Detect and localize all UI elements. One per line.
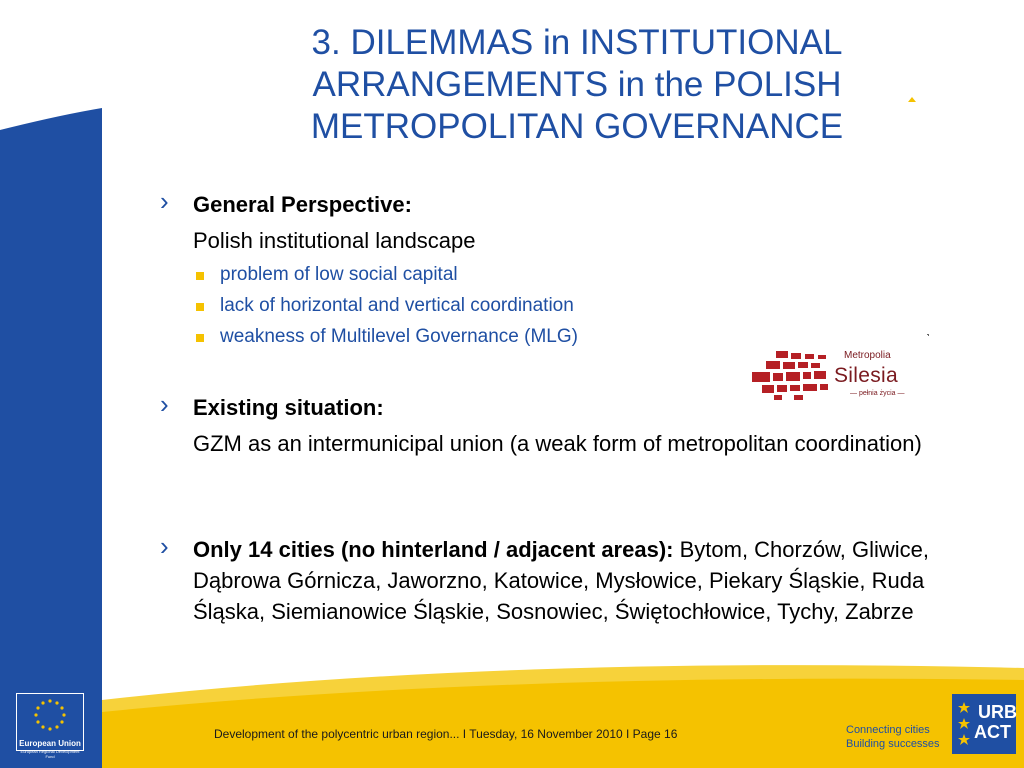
title-line-2: ARRANGEMENTS in the POLISH xyxy=(312,65,842,104)
urbact-tagline-1: Connecting cities xyxy=(846,724,930,736)
bullet-heading: Only 14 cities (no hinterland / adjacent areas): xyxy=(193,537,674,562)
list-item-text: weakness of Multilevel Governance (MLG) xyxy=(220,326,578,347)
silesia-logo-main: Silesia xyxy=(834,364,898,387)
eu-stars-icon xyxy=(17,694,83,734)
slide-footer: Development of the polycentric urban region... I Tuesday, 16 November 2010 I Page 16 xyxy=(214,727,678,741)
list-item-text: problem of low social capital xyxy=(220,264,458,285)
silesia-logo-tag: — pełnia życia — xyxy=(850,390,905,397)
eu-sub-label: European Regional Development Fund xyxy=(20,749,80,759)
title-line-1: 3. DILEMMAS in INSTITUTIONAL xyxy=(311,23,843,62)
slide-title xyxy=(262,22,892,148)
urbact-logo-text-1: URB xyxy=(978,702,1017,722)
bullet-heading: General Perspective: xyxy=(193,192,412,217)
urbact-logo-text-2: ACT xyxy=(974,722,1011,742)
urbact-tagline-2: Building successes xyxy=(846,738,940,750)
cities-list: Bytom, Chorzów, Gliwice, Dąbrowa Górnicza, Jaworzno, Katowice, Mysłowice, Piekary Śląskie, Ruda Śląska, Siemianowice Śląskie, Sosnowiec, Świętochłowice, Tychy, Zabrze xyxy=(193,537,929,624)
urbact-tagline xyxy=(846,723,946,751)
urbact-logo xyxy=(952,694,1016,754)
chevron-right-icon: › xyxy=(160,531,169,561)
square-bullet-icon xyxy=(196,272,204,280)
bullet-subtitle: Polish institutional landscape xyxy=(193,228,476,253)
urbact-stars-icon xyxy=(952,694,976,754)
chevron-right-icon: › xyxy=(160,186,169,216)
bullet-body: GZM as an intermunicipal union (a weak form of metropolitan coordination) xyxy=(193,431,922,456)
silesia-mosaic-icon xyxy=(736,335,836,415)
chevron-right-icon: › xyxy=(160,389,169,419)
cities-paragraph xyxy=(193,534,963,627)
eu-label: European Union xyxy=(19,739,81,748)
star-mark-icon xyxy=(908,97,916,102)
metropolia-silesia-logo xyxy=(736,335,928,415)
square-bullet-icon xyxy=(196,334,204,342)
bullet-heading: Existing situation: xyxy=(193,395,384,420)
list-item-text: lack of horizontal and vertical coordination xyxy=(220,295,574,316)
blue-side-band xyxy=(0,108,102,768)
title-line-3: METROPOLITAN GOVERNANCE xyxy=(310,107,844,146)
square-bullet-icon xyxy=(196,303,204,311)
silesia-logo-top: Metropolia xyxy=(844,350,891,361)
